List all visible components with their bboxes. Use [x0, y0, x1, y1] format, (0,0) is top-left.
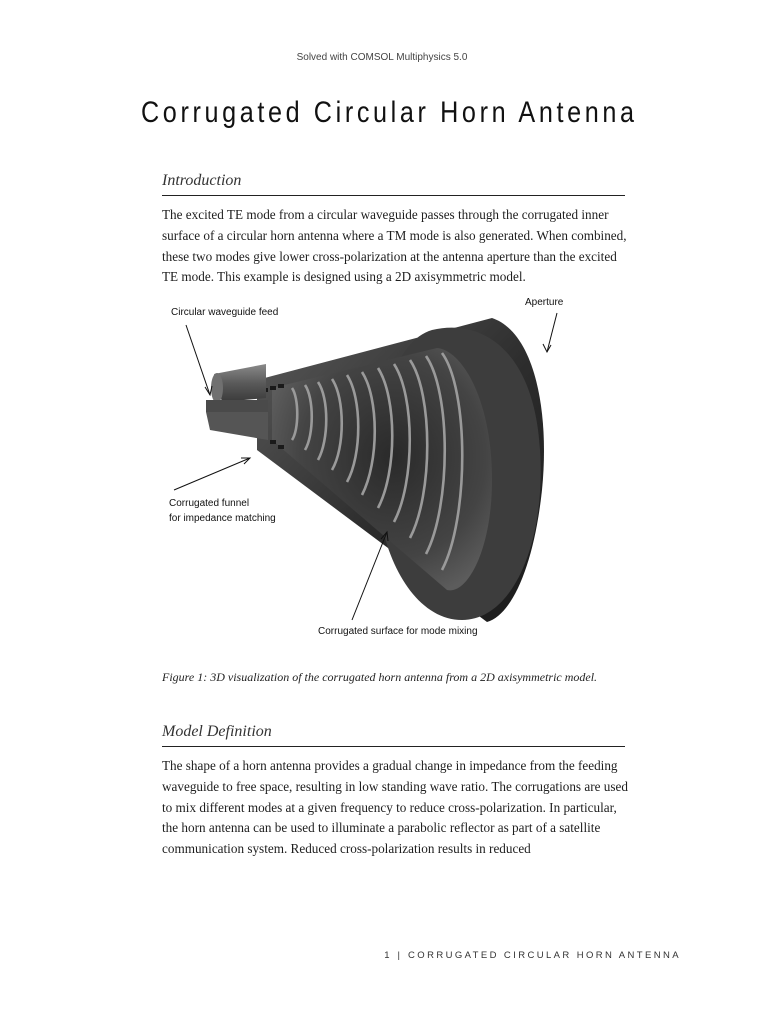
introduction-paragraph: The excited TE mode from a circular waveguide passes through the corrugated inner surface of a circular horn antenna where a TM mode is also generated. When combined, these two modes give lower cross-polarization at the antenna aperture than the excited TE mode. This example is designed using a 2D axisymmetric model.: [162, 207, 627, 285]
footer-separator: |: [397, 950, 401, 961]
horn-antenna-figure: [162, 290, 628, 660]
introduction-heading: Introduction: [162, 172, 625, 196]
model-definition-heading: Model Definition: [162, 723, 625, 747]
funnel-leader: [174, 458, 250, 490]
figure-caption: Figure 1: 3D visualization of the corrugated horn antenna from a 2D axisymmetric model.: [162, 670, 598, 684]
callout-funnel-line1: Corrugated funnel: [169, 498, 250, 509]
page-number: 1: [384, 950, 390, 961]
feed-leader: [186, 325, 210, 395]
document-title: Corrugated Circular Horn Antenna: [141, 96, 638, 129]
callout-corrugated-surface: Corrugated surface for mode mixing: [318, 626, 478, 637]
callout-corrugated-funnel: [169, 497, 276, 526]
callout-waveguide-feed: Circular waveguide feed: [171, 307, 279, 318]
aperture-leader: [547, 313, 557, 352]
page-footer: [384, 950, 681, 961]
horn-antenna-illustration: [162, 290, 628, 660]
callout-aperture: Aperture: [525, 297, 564, 308]
model-definition-paragraph: The shape of a horn antenna provides a gradual change in impedance from the feeding waveguide to free space, resulting in low standing wave ratio. The corrugations are used to mix different modes at a given frequency to reduce cross-polarization. In particular, the horn antenna can be used to illuminate a parabolic reflector as part of a satellite communication system. Reduced cross-polarization results in reduced: [162, 758, 628, 857]
callout-funnel-line2: for impedance matching: [169, 512, 276, 524]
waveguide-feed: [206, 364, 268, 440]
running-title: CORRUGATED CIRCULAR HORN ANTENNA: [408, 950, 681, 961]
header-note: Solved with COMSOL Multiphysics 5.0: [296, 52, 468, 63]
surface-leader: [352, 532, 387, 620]
